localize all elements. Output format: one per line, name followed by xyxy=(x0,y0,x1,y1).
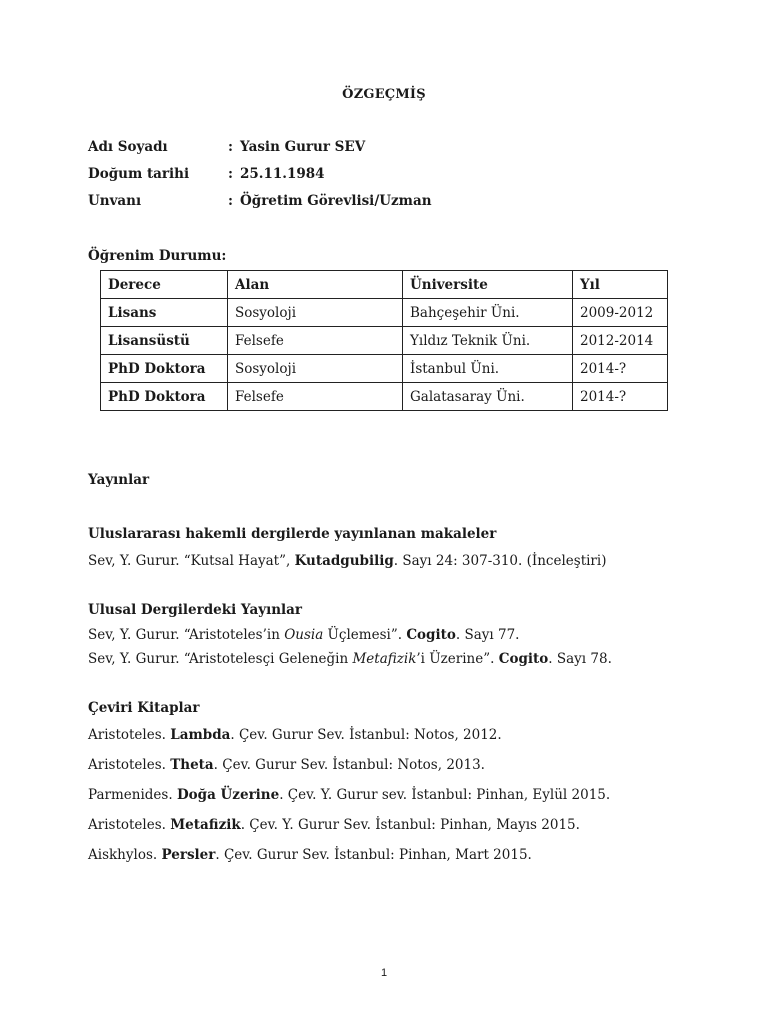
translations-heading: Çeviri Kitaplar xyxy=(88,700,200,716)
column-header: Yıl xyxy=(573,271,668,299)
field-cell: Sosyoloji xyxy=(228,355,403,383)
year-cell: 2012-2014 xyxy=(573,327,668,355)
name-label: Adı Soyadı xyxy=(88,139,168,155)
document-title: ÖZGEÇMİŞ xyxy=(342,87,426,102)
field-cell: Sosyoloji xyxy=(228,299,403,327)
degree-cell: Lisansüstü xyxy=(101,327,228,355)
table-row xyxy=(101,383,668,411)
education-heading: Öğrenim Durumu: xyxy=(88,248,227,264)
column-header: Alan xyxy=(228,271,403,299)
field-cell: Felsefe xyxy=(228,383,403,411)
name-value: Yasin Gurur SEV xyxy=(240,139,366,155)
year-cell: 2009-2012 xyxy=(573,299,668,327)
national-item: Sev, Y. Gurur. “Aristoteles’in Ousia Üçlemesi”. Cogito. Sayı 77. xyxy=(88,627,520,643)
table-row xyxy=(101,327,668,355)
university-cell: Bahçeşehir Üni. xyxy=(403,299,573,327)
international-heading: Uluslararası hakemli dergilerde yayınlanan makaleler xyxy=(88,526,497,542)
university-cell: İstanbul Üni. xyxy=(403,355,573,383)
translation-item: Aristoteles. Lambda. Çev. Gurur Sev. İstanbul: Notos, 2012. xyxy=(88,727,502,743)
publications-heading: Yayınlar xyxy=(88,472,150,488)
university-cell: Yıldız Teknik Üni. xyxy=(403,327,573,355)
translation-item: Aristoteles. Theta. Çev. Gurur Sev. İstanbul: Notos, 2013. xyxy=(88,757,485,773)
national-item: Sev, Y. Gurur. “Aristotelesçi Geleneğin Metafizik’i Üzerine”. Cogito. Sayı 78. xyxy=(88,651,612,667)
birthdate-label: Doğum tarihi xyxy=(88,166,190,182)
national-heading: Ulusal Dergilerdeki Yayınlar xyxy=(88,602,303,618)
field-cell: Felsefe xyxy=(228,327,403,355)
year-cell: 2014-? xyxy=(573,355,668,383)
column-header: Üniversite xyxy=(403,271,573,299)
birthdate-sep: : xyxy=(228,166,233,182)
table-row xyxy=(101,299,668,327)
degree-cell: PhD Doktora xyxy=(101,355,228,383)
title-label: Unvanı xyxy=(88,193,142,209)
column-header: Derece xyxy=(101,271,228,299)
year-cell: 2014-? xyxy=(573,383,668,411)
title-sep: : xyxy=(228,193,233,209)
university-cell: Galatasaray Üni. xyxy=(403,383,573,411)
translation-item: Aiskhylos. Persler. Çev. Gurur Sev. İstanbul: Pinhan, Mart 2015. xyxy=(88,847,532,863)
translation-item: Aristoteles. Metafizik. Çev. Y. Gurur Sev. İstanbul: Pinhan, Mayıs 2015. xyxy=(88,817,580,833)
name-sep: : xyxy=(228,139,233,155)
education-table xyxy=(100,270,668,411)
birthdate-value: 25.11.1984 xyxy=(240,166,325,182)
international-item: Sev, Y. Gurur. “Kutsal Hayat”, Kutadgubilig. Sayı 24: 307-310. (İnceleştiri) xyxy=(88,553,607,569)
translation-item: Parmenides. Doğa Üzerine. Çev. Y. Gurur sev. İstanbul: Pinhan, Eylül 2015. xyxy=(88,787,611,803)
title-value: Öğretim Görevlisi/Uzman xyxy=(240,193,432,209)
table-row xyxy=(101,355,668,383)
table-header-row xyxy=(101,271,668,299)
degree-cell: Lisans xyxy=(101,299,228,327)
page-number: 1 xyxy=(380,967,388,979)
degree-cell: PhD Doktora xyxy=(101,383,228,411)
